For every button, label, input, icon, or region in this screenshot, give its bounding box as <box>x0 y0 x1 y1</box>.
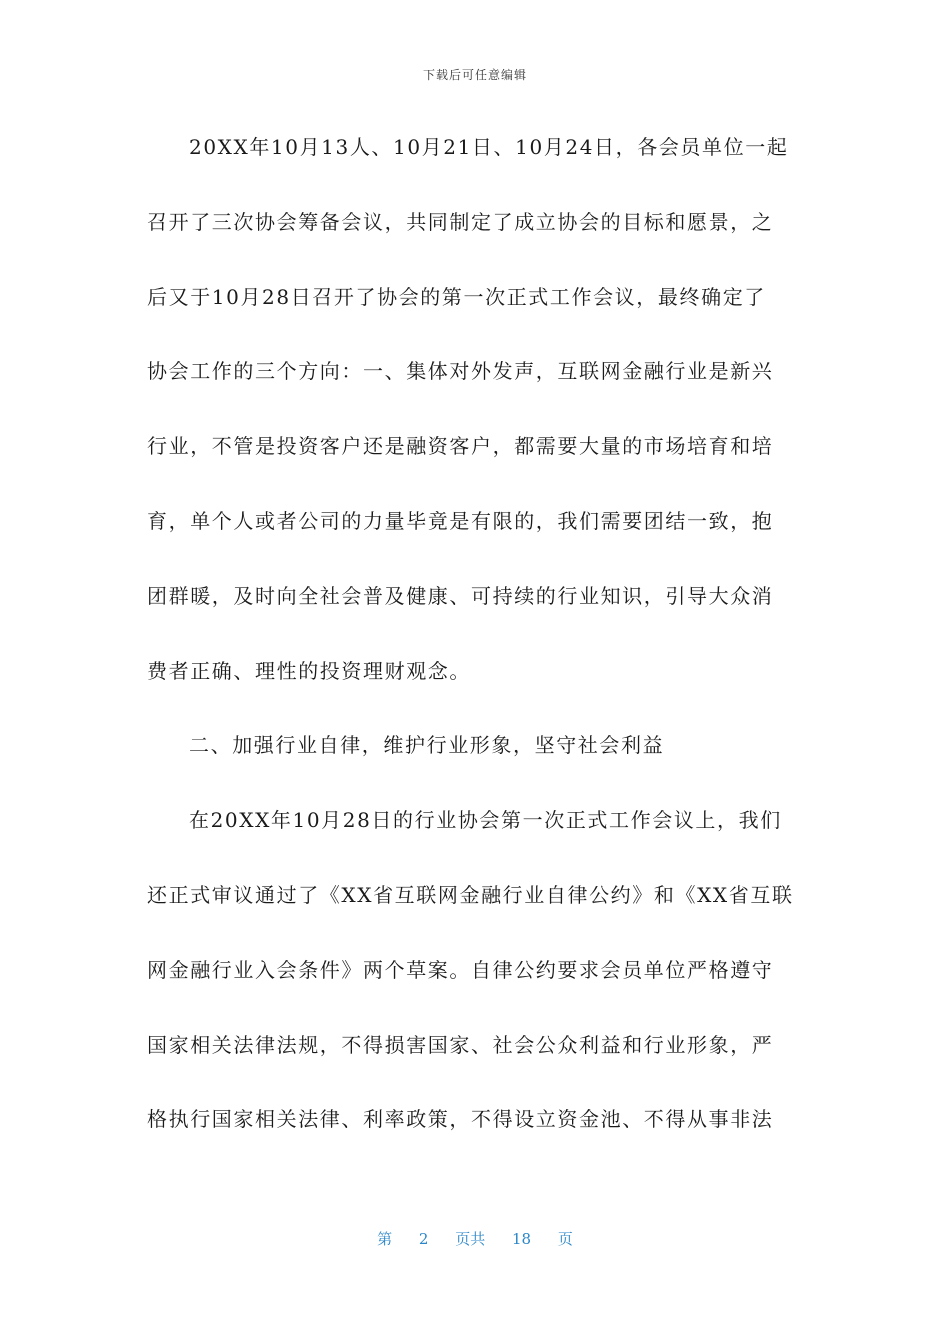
document-body <box>147 128 807 1175</box>
paragraph-line: 后又于10月28日召开了协会的第一次正式工作会议，最终确定了 <box>147 284 766 309</box>
total-page-count: 18 <box>512 1230 532 1248</box>
page-number-footer <box>0 1228 950 1249</box>
paragraph-line: 团群暖，及时向全社会普及健康、可持续的行业知识，引导大众消 <box>147 583 774 608</box>
paragraph-line: 20XX年10月13人、10月21日、10月24日，各会员单位一起 <box>189 135 789 159</box>
paragraph-line: 行业，不管是投资客户还是融资客户，都需要大量的市场培育和培 <box>147 434 774 459</box>
paragraph-line: 召开了三次协会筹备会议，共同制定了成立协会的目标和愿景，之 <box>147 209 774 234</box>
paragraph-line: 国家相关法律法规，不得损害国家、社会公众利益和行业形象，严 <box>147 1032 774 1057</box>
paragraph-line: 协会工作的三个方向：一、集体对外发声，互联网金融行业是新兴 <box>147 359 774 384</box>
paragraph-line: 在20XX年10月28日的行业协会第一次正式工作会议上，我们 <box>189 808 782 833</box>
section-heading: 二、加强行业自律，维护行业形象，坚守社会利益 <box>189 733 665 758</box>
current-page-number: 2 <box>418 1230 429 1248</box>
paragraph-line: 格执行国家相关法律、利率政策，不得设立资金池、不得从事非法 <box>147 1107 774 1132</box>
paragraph-line: 网金融行业入会条件》两个草案。自律公约要求会员单位严格遵守 <box>147 957 774 982</box>
page-label-end: 页 <box>557 1230 573 1248</box>
paragraph-line: 费者正确、理性的投资理财观念。 <box>147 658 471 683</box>
page-label-mid: 页共 <box>455 1230 486 1248</box>
page-label-start: 第 <box>377 1230 393 1248</box>
paragraph-line: 育，单个人或者公司的力量毕竟是有限的，我们需要团结一致，抱 <box>147 508 774 533</box>
paragraph-line: 还正式审议通过了《XX省互联网金融行业自律公约》和《XX省互联 <box>147 882 794 907</box>
page-header-note: 下载后可任意编辑 <box>422 68 527 82</box>
